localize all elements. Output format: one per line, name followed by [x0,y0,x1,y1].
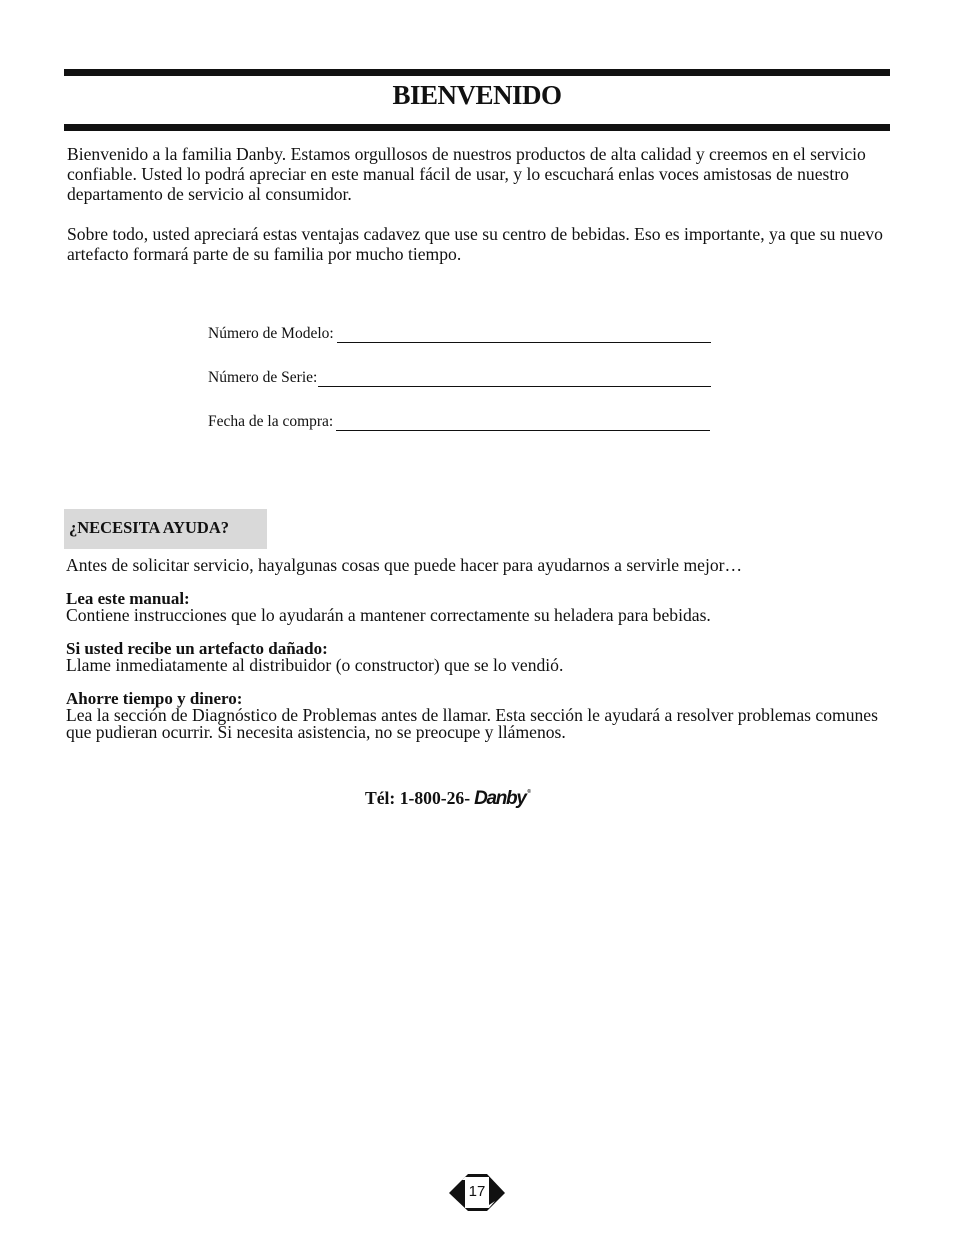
help-item-text: Llame inmediatamente al distribuidor (o constructor) que se lo vendió. [66,655,564,675]
purchase-date-line[interactable] [336,416,710,431]
intro-paragraph-1: Bienvenido a la familia Danby. Estamos orgullosos de nuestros productos de alta calidad y creemos en el servicio confiable. Usted lo podrá apreciar en este manual fácil de usar, y lo escuchará enlas voces amistosas de nuestro departamento de servicio al consumidor. [67,144,866,204]
phone-label: Tél: 1-800-26- [365,788,471,808]
help-item-manual [66,590,886,624]
help-item-save-time [66,690,886,741]
intro-paragraph-2: Sobre todo, usted apreciará estas ventajas cadavez que use su centro de bebidas. Eso es importante, ya que su nuevo artefacto formará parte de su familia por mucho tiempo. [67,224,883,264]
registered-mark: ® [527,789,530,795]
help-item-title: Si usted recibe un artefacto dañado: [66,639,328,658]
top-rule [64,69,890,76]
title-underline-rule [64,124,890,131]
help-item-title: Ahorre tiempo y dinero: [66,689,243,708]
page-number-badge [449,1174,509,1212]
model-number-field[interactable] [208,325,711,343]
page-title: BIENVENIDO [392,80,562,110]
purchase-date-field[interactable] [208,413,710,431]
purchase-date-label: Fecha de la compra: [208,413,334,430]
page-number: 17 [468,1183,486,1200]
help-intro: Antes de solicitar servicio, hayalgunas cosas que puede hacer para ayudarnos a servirle mejor… [66,555,743,575]
model-number-line[interactable] [337,328,711,343]
help-item-title: Lea este manual: [66,589,190,608]
danby-logo-text: Danby [474,788,526,809]
danby-logo [474,788,530,809]
serial-number-label: Número de Serie: [208,369,318,386]
help-item-text: Contiene instrucciones que lo ayudarán a mantener correctamente su heladera para bebidas. [66,605,711,625]
help-item-damaged [66,640,886,674]
help-section-header: ¿NECESITA AYUDA? [64,509,267,549]
help-item-text: Lea la sección de Diagnóstico de Problemas antes de llamar. Esta sección le ayudará a resolver problemas comunes que pudieran ocurrir. Si necesita asistencia, no se preocupe y llámenos. [66,705,878,742]
phone-contact [365,788,530,809]
model-number-label: Número de Modelo: [208,325,334,342]
serial-number-line[interactable] [318,372,711,387]
serial-number-field[interactable] [208,369,711,387]
